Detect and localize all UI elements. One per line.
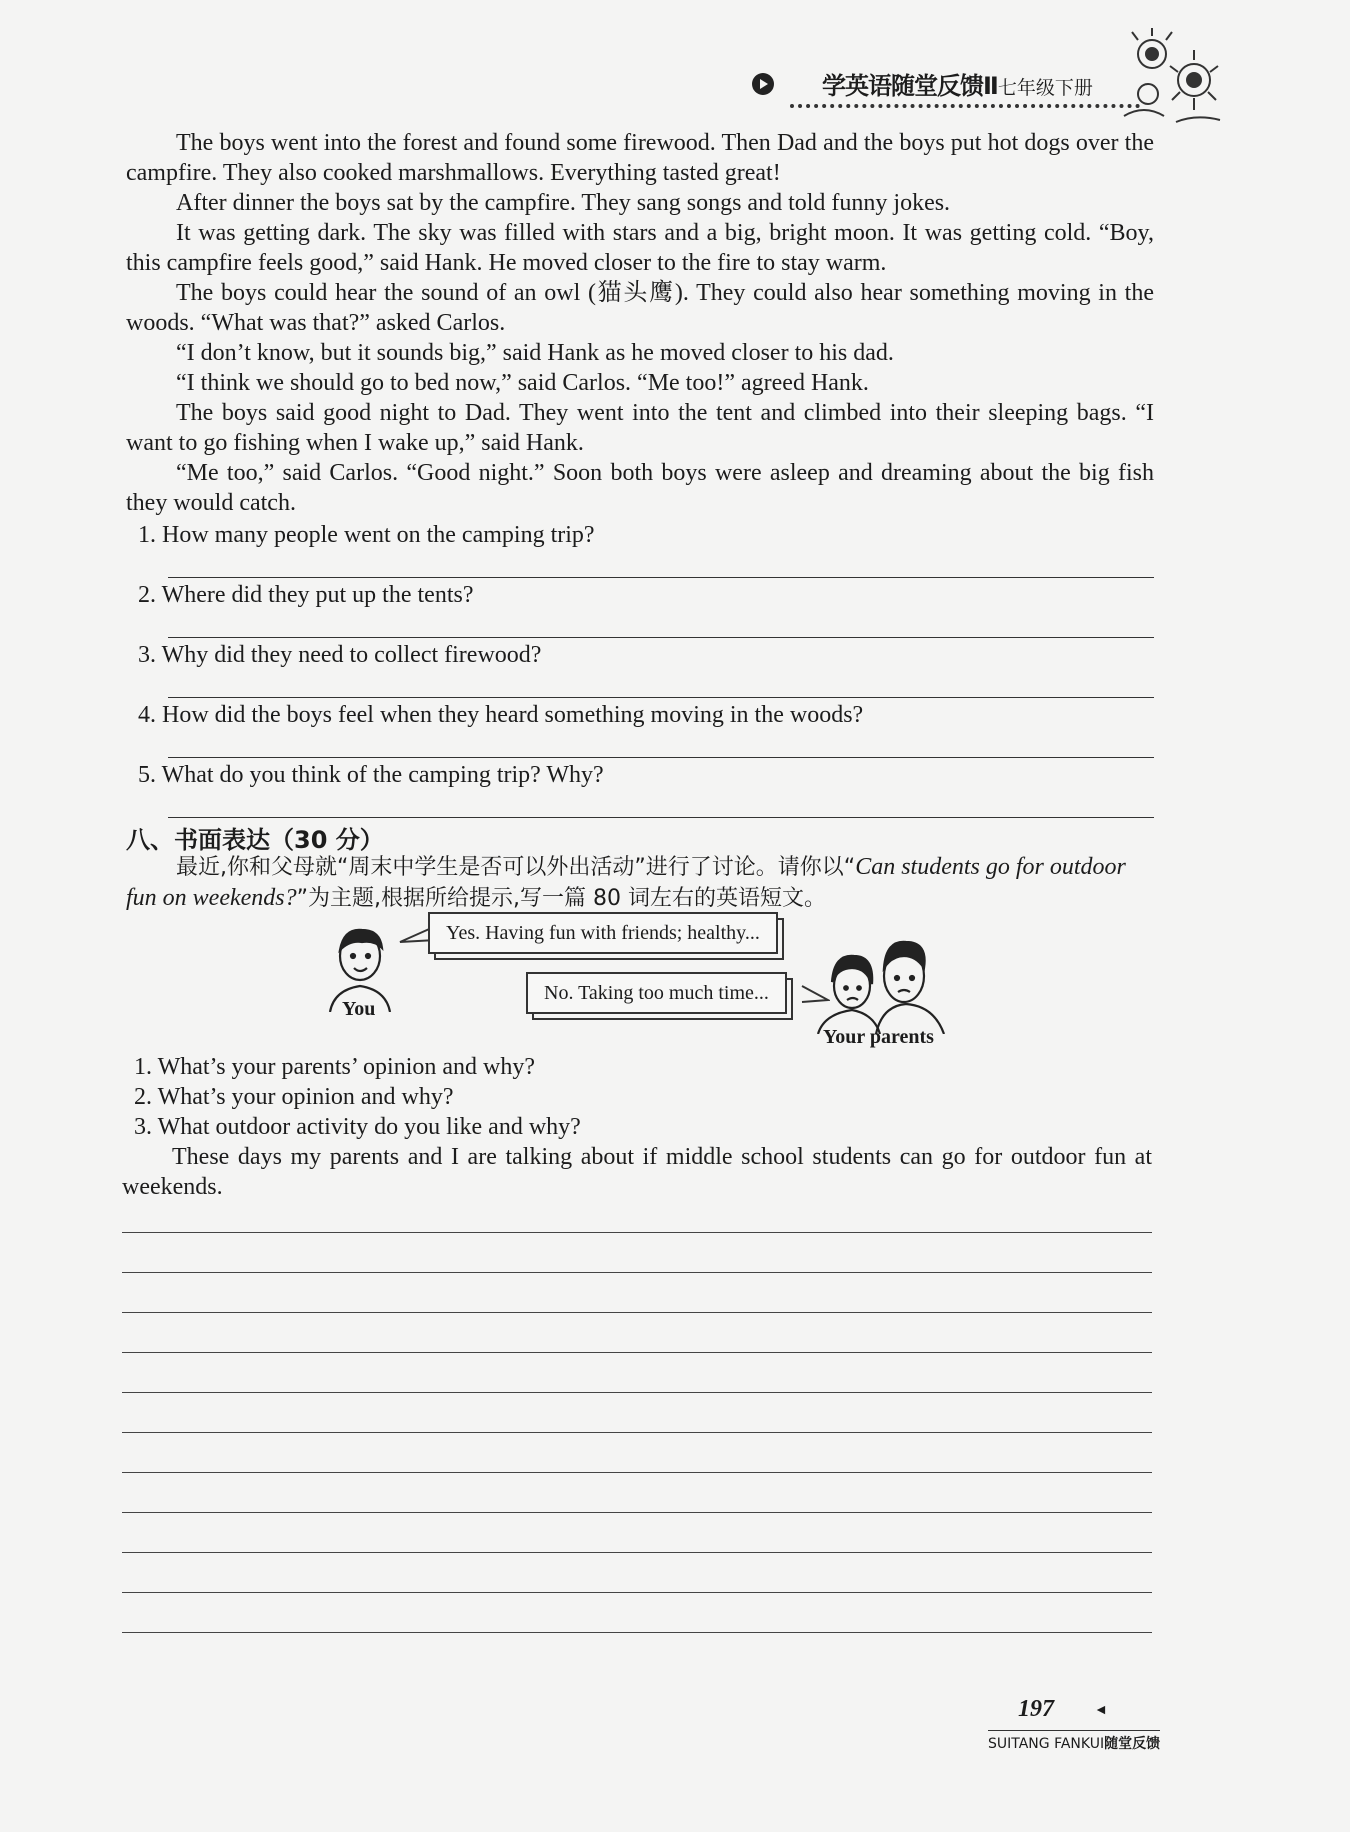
- writing-line[interactable]: [122, 1392, 1152, 1393]
- hint-2: 2. What’s your opinion and why?: [134, 1084, 454, 1110]
- flower-ornament-icon: [1118, 26, 1228, 126]
- question-2: 2. Where did they put up the tents?: [138, 582, 474, 608]
- footer-brand-en: SUITANG FANKUI: [988, 1736, 1105, 1752]
- book-title-main: 学英语随堂反馈Ⅱ: [822, 72, 998, 100]
- footer-brand-cn: 随堂反馈: [1104, 1736, 1161, 1752]
- passage-paragraph: After dinner the boys sat by the campfire. They sang songs and told funny jokes.: [176, 190, 951, 216]
- label-you: You: [342, 998, 376, 1020]
- play-bullet-icon: [752, 73, 774, 95]
- page-arrow-icon: ◄: [1094, 1703, 1108, 1718]
- passage-paragraph: “I don’t know, but it sounds big,” said Hank as he moved closer to his dad.: [176, 340, 894, 366]
- writing-line[interactable]: [122, 1632, 1152, 1633]
- hint-3: 3. What outdoor activity do you like and why?: [134, 1114, 581, 1140]
- speech-bubble-parents: No. Taking too much time...: [526, 972, 787, 1014]
- question-4: 4. How did the boys feel when they heard something moving in the woods?: [138, 702, 864, 728]
- header-dotted-rule: [790, 104, 1140, 108]
- book-title: [822, 66, 1093, 101]
- prompt-topic: Can students go for outdoor fun on weekends?: [126, 854, 1126, 911]
- answer-line-3[interactable]: [168, 697, 1154, 698]
- writing-line[interactable]: [122, 1472, 1152, 1473]
- writing-line[interactable]: [122, 1232, 1152, 1233]
- passage-paragraph: The boys said good night to Dad. They went into the tent and climbed into their sleeping bags. “I want to go fishing when I wake up,” said Hank.: [126, 400, 1154, 456]
- section-title: 八、书面表达（30 分）: [126, 826, 384, 854]
- writing-line[interactable]: [122, 1552, 1152, 1553]
- essay-opening: These days my parents and I are talking about if middle school students can go for outdoor fun at weekends.: [122, 1144, 1152, 1200]
- writing-line[interactable]: [122, 1312, 1152, 1313]
- passage-paragraph: “Me too,” said Carlos. “Good night.” Soon both boys were asleep and dreaming about the big fish they would catch.: [126, 460, 1154, 516]
- parents-cartoon-icon: [816, 934, 948, 1034]
- writing-prompt: [126, 852, 1156, 914]
- answer-line-5[interactable]: [168, 817, 1154, 818]
- question-3: 3. Why did they need to collect firewood?: [138, 642, 542, 668]
- speech-bubble-you: Yes. Having fun with friends; healthy...: [428, 912, 778, 954]
- question-1: 1. How many people went on the camping trip?: [138, 522, 595, 548]
- writing-line[interactable]: [122, 1512, 1152, 1513]
- answer-line-1[interactable]: [168, 577, 1154, 578]
- book-title-grade: 七年级下册: [997, 77, 1093, 99]
- question-5: 5. What do you think of the camping trip? Why?: [138, 762, 604, 788]
- prompt-cn-part2: ”为主题,根据所给提示,写一篇 80 词左右的英语短文。: [296, 886, 826, 911]
- writing-line[interactable]: [122, 1352, 1152, 1353]
- prompt-cn-part1: 最近,你和父母就“周末中学生是否可以外出活动”进行了讨论。请你以“: [176, 855, 856, 880]
- hint-1: 1. What’s your parents’ opinion and why?: [134, 1054, 536, 1080]
- writing-line[interactable]: [122, 1432, 1152, 1433]
- answer-line-4[interactable]: [168, 757, 1154, 758]
- writing-line[interactable]: [122, 1272, 1152, 1273]
- page-number: 197: [1018, 1696, 1054, 1722]
- answer-line-2[interactable]: [168, 637, 1154, 638]
- passage-paragraph: It was getting dark. The sky was filled with stars and a big, bright moon. It was getting cold. “Boy, this campfire feels good,” said Hank. He moved closer to the fire to stay warm.: [126, 220, 1154, 276]
- footer-brand: [988, 1730, 1160, 1753]
- label-parents: Your parents: [823, 1026, 934, 1048]
- passage-paragraph: “I think we should go to bed now,” said Carlos. “Me too!” agreed Hank.: [176, 370, 869, 396]
- passage-paragraph: The boys could hear the sound of an owl (猫头鹰). They could also hear something moving in the woods. “What was that?” asked Carlos.: [126, 280, 1154, 336]
- writing-line[interactable]: [122, 1592, 1152, 1593]
- passage-paragraph: The boys went into the forest and found some firewood. Then Dad and the boys put hot dogs over the campfire. They also cooked marshmallows. Everything tasted great!: [126, 130, 1154, 186]
